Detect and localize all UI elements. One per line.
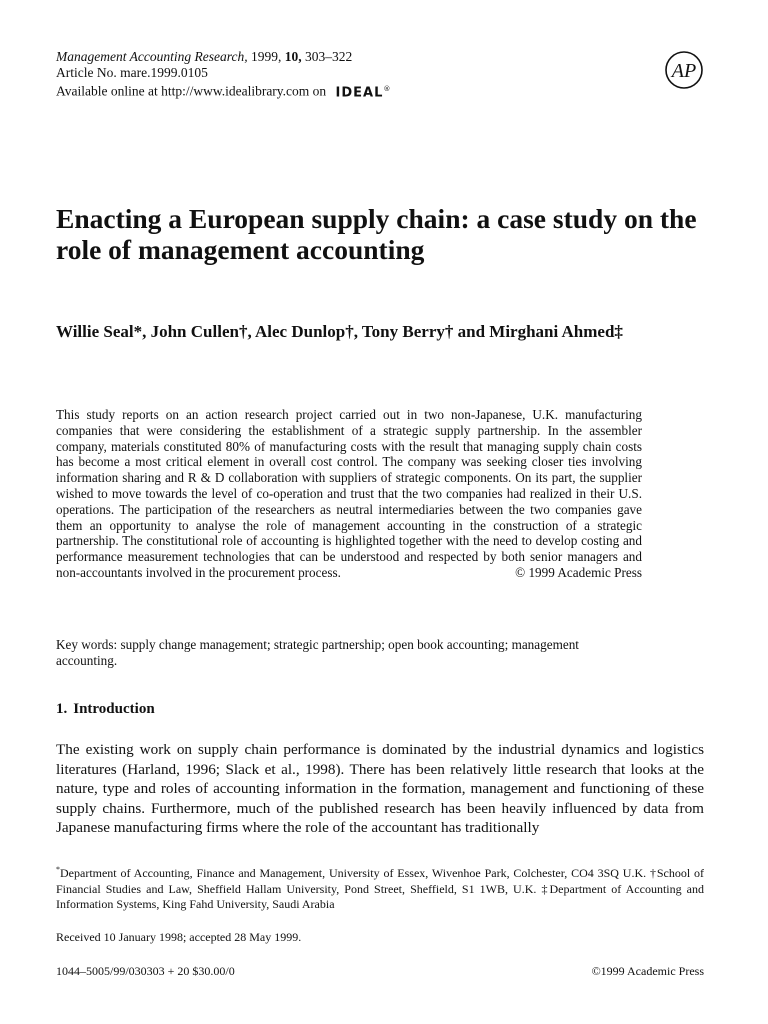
journal-header: [56, 49, 391, 101]
citation-line: [56, 49, 391, 65]
section-heading: [56, 701, 155, 718]
keywords: Key words: supply change management; strategic partnership; open book accounting; management accounting.: [56, 637, 579, 668]
footnote-text: Department of Accounting, Finance and Management, University of Essex, Wivenhoe Park, Colchester, CO4 3SQ U.K. †School of Financial Studies and Law, Sheffield Hallam University, Pond Street, Sheffield, S1 1WB, U.K. ‡Department of Accounting and Information Systems, King Fahd University, Saudi Arabia: [56, 866, 704, 911]
section-title: Introduction: [73, 701, 155, 717]
journal-name: Management Accounting Research,: [56, 49, 248, 64]
journal-volume: 10,: [284, 49, 302, 64]
article-number: Article No. mare.1999.0105: [56, 65, 208, 80]
abstract-copyright: © 1999 Academic Press: [515, 564, 642, 580]
paper-title: Enacting a European supply chain: a case study on the role of management accounting: [56, 203, 697, 265]
academic-press-logo-icon: [664, 50, 704, 90]
body-paragraph: The existing work on supply chain performance is dominated by the industrial dynamics and logistics literatures (Harland, 1996; Slack et al., 1998). There has been relatively little research that looks at the nature, type and roles of accounting information in the formation, management and functioning of these supply chains. Furthermore, much of the published research has been heavily influenced by data from Japanese manufacturing firms where the role of the accountant has traditionally: [56, 741, 704, 837]
ideal-logo: IDEAL®: [335, 85, 392, 101]
footer-copyright: ©1999 Academic Press: [591, 964, 704, 978]
affiliations-footnote: [56, 862, 704, 913]
available-online-text: Available online at http://www.idealibrary.com on: [56, 83, 327, 99]
article-code: 1044–5005/99/030303 + 20 $30.00/0: [56, 964, 235, 978]
abstract: [56, 407, 642, 581]
svg-text:AP: AP: [671, 60, 697, 82]
journal-year: 1999,: [250, 49, 282, 64]
section-number: 1.: [56, 701, 68, 717]
availability-line: [56, 81, 391, 101]
footnote-marker: *: [56, 865, 60, 874]
abstract-text: This study reports on an action research project carried out in two non-Japanese, U.K. manufacturing companies that were considering the establishment of a strategic supply partnership. In the assembler company, materials constituted 80% of manufacturing costs with the result that managing supply chain costs has become a most critical element in overall cost control. The company was seeking closer ties involving information sharing and R & D collaboration with suppliers of strategic components. On its part, the supplier wished to move towards the level of co-operation and trust that the two companies had realized in their U.S. operations. The participation of the researchers as neutral intermediaries between the two companies gave them an opportunity to analyse the role of management accounting in the construction of a strategic partnership. The constitutional role of accounting is highlighted together with the need to develop costing and performance measurement technologies that can be understood and respected by both senior managers and non-accountants involved in the procurement process.: [56, 407, 642, 580]
journal-pages: 303–322: [304, 49, 353, 64]
received-dates: Received 10 January 1998; accepted 28 May 1999.: [56, 930, 302, 944]
author-list: Willie Seal*, John Cullen†, Alec Dunlop†, Tony Berry† and Mirghani Ahmed‡: [56, 322, 623, 341]
